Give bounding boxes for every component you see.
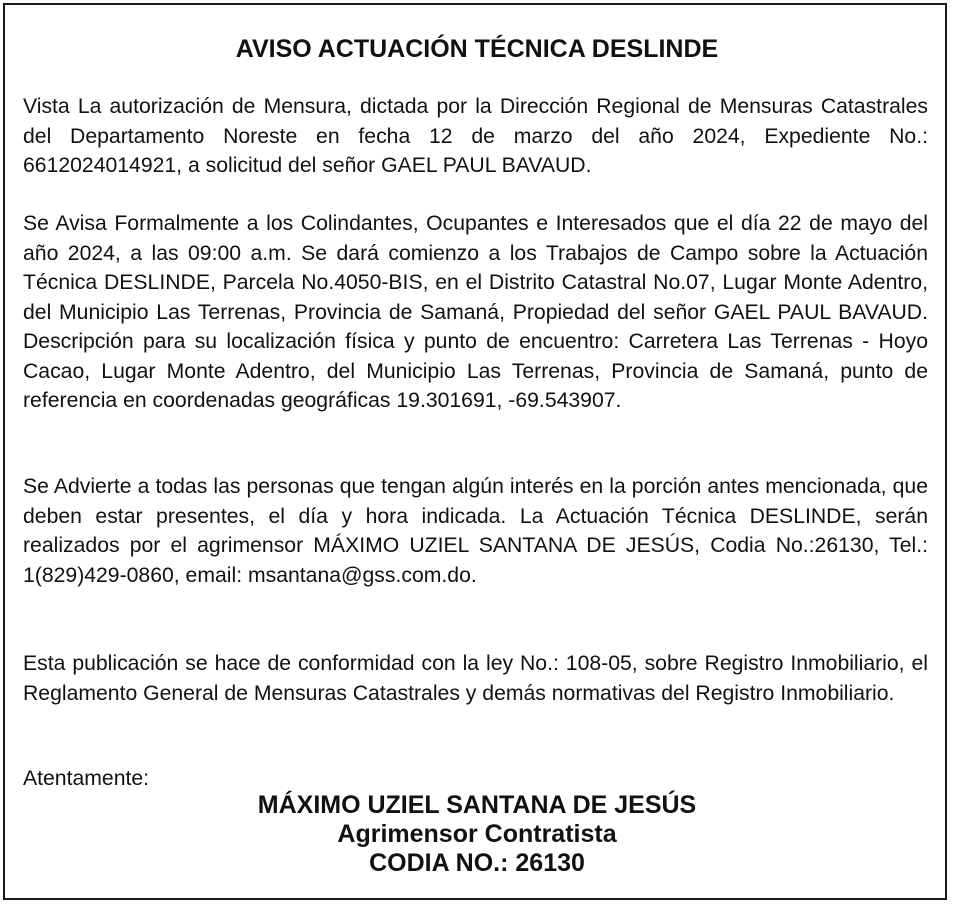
paragraph-warning: Se Advierte a todas las personas que tengan algún interés en la porción antes mencionada, que deben estar presentes, el día y hora indicada. La Actuación Técnica DESLINDE, serán realizados por el agrimensor MÁXIMO UZIEL SANTANA DE JESÚS, Codia No.:26130, Tel.: 1(829)429-0860, email: msantana@gss.com.do. xyxy=(23,475,928,587)
signatory-codia: CODIA NO.: 26130 xyxy=(369,849,585,877)
closing-salutation: Atentamente: xyxy=(23,767,150,790)
paragraph-authorization: Vista La autorización de Mensura, dictada por la Dirección Regional de Mensuras Catastrales del Departamento Noreste en fecha 12 de marzo del año 2024, Expediente No.: 6612024014921, a solicitud del señor GAEL PAUL BAVAUD. xyxy=(23,95,928,177)
signatory-role: Agrimensor Contratista xyxy=(337,820,617,848)
paragraph-formal-notice: Se Avisa Formalmente a los Colindantes, Ocupantes e Interesados que el día 22 de mayo del año 2024, a las 09:00 a.m. Se dará comienzo a los Trabajos de Campo sobre la Actuación Técnica DESLINDE, Parcela No.4050-BIS, en el Distrito Catastral No.07, Lugar Monte Adentro, del Municipio Las Terrenas, Provincia de Samaná, Propiedad del señor GAEL PAUL BAVAUD. Descripción para su localización física y punto de encuentro: Carretera Las Terrenas - Hoyo Cacao, Lugar Monte Adentro, del Municipio Las Terrenas, Provincia de Samaná, punto de referencia en coordenadas geográficas 19.301691, -69.543907. xyxy=(23,212,928,412)
notice-title: AVISO ACTUACIÓN TÉCNICA DESLINDE xyxy=(235,35,719,63)
signatory-name: MÁXIMO UZIEL SANTANA DE JESÚS xyxy=(257,791,697,819)
paragraph-legal-basis: Esta publicación se hace de conformidad con la ley No.: 108-05, sobre Registro Inmobiliario, el Reglamento General de Mensuras Catastrales y demás normativas del Registro Inmobiliario. xyxy=(23,652,928,705)
notice-frame xyxy=(3,3,947,900)
